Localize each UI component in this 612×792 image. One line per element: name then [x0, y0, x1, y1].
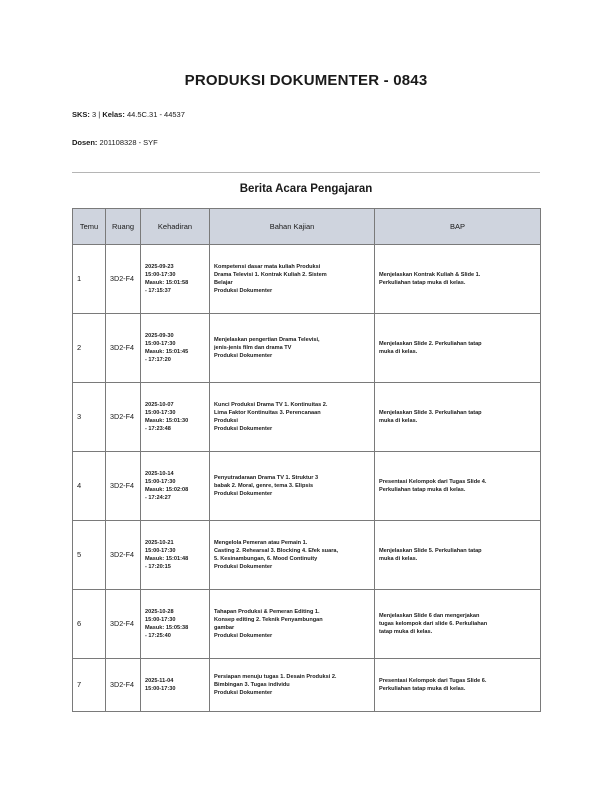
- cell-bahan-kajian-line: Bimbingan 3. Tugas individu: [214, 681, 290, 688]
- cell-bahan-kajian-line: 5. Kesinambungan, 6. Mood Continuity: [214, 556, 318, 562]
- course-meta: [72, 110, 185, 119]
- cell-kehadiran-line: 15:00-17:30: [145, 616, 176, 623]
- cell-ruang: 3D2-F4: [106, 521, 141, 590]
- cell-bahan-kajian: [210, 245, 375, 314]
- cell-bahan-kajian-line: Produksi Dokumenter: [214, 426, 273, 433]
- cell-bahan-kajian: [210, 521, 375, 590]
- cell-kehadiran-line: - 17:17:20: [145, 357, 171, 364]
- section-title: Berita Acara Pengajaran: [239, 183, 373, 195]
- cell-bahan-kajian-line: Produksi: [214, 418, 238, 424]
- cell-temu: 1: [73, 245, 106, 314]
- cell-bahan-kajian: [210, 659, 375, 712]
- cell-bap-line: Perkuliahan tatap muka di kelas.: [379, 280, 466, 286]
- table-row: [73, 383, 541, 452]
- document-title: PRODUKSI DOKUMENTER - 0843: [184, 72, 428, 89]
- table-body: [73, 245, 541, 712]
- cell-ruang: 3D2-F4: [106, 659, 141, 712]
- cell-kehadiran-line: 2025-10-07: [145, 401, 174, 408]
- cell-bahan-kajian-line: Kompetensi dasar mata kuliah Produksi: [214, 263, 321, 270]
- cell-bahan-kajian-line: Produksi Dokumenter: [214, 491, 273, 498]
- table-row: [73, 521, 541, 590]
- cell-bahan-kajian: [210, 452, 375, 521]
- cell-bahan-kajian-line: Menjelaskan pengertian Drama Televisi,: [214, 336, 320, 343]
- cell-bahan-kajian-line: Penyutradaraan Drama TV 1. Struktur 3: [214, 474, 319, 481]
- cell-ruang: 3D2-F4: [106, 245, 141, 314]
- cell-kehadiran-line: - 17:20:15: [145, 564, 171, 571]
- sks-value: 3: [92, 110, 97, 119]
- cell-bap: [375, 383, 541, 452]
- cell-bap: [375, 452, 541, 521]
- cell-bap-line: Perkuliahan tatap muka di kelas.: [379, 487, 466, 493]
- cell-bahan-kajian: [210, 590, 375, 659]
- cell-bap: [375, 590, 541, 659]
- cell-kehadiran-line: Masuk: 15:01:48: [145, 556, 189, 562]
- cell-bahan-kajian-line: Casting 2. Rehearsal 3. Blocking 4. Efek suara,: [214, 547, 339, 554]
- cell-bahan-kajian-line: Produksi Dokumenter: [214, 690, 273, 697]
- cell-kehadiran-line: 2025-10-14: [145, 470, 174, 477]
- table-row: [73, 245, 541, 314]
- cell-bap-line: muka di kelas.: [379, 556, 418, 562]
- cell-temu: 2: [73, 314, 106, 383]
- cell-kehadiran-line: - 17:24:27: [145, 495, 171, 502]
- bap-table: [72, 208, 541, 712]
- cell-bahan-kajian-line: Tahapan Produksi & Pemeran Editing 1.: [214, 608, 320, 615]
- cell-bahan-kajian-line: gambar: [214, 625, 235, 631]
- sks-label: SKS:: [72, 110, 90, 119]
- cell-kehadiran-line: 15:00-17:30: [145, 547, 176, 554]
- dosen-label: Dosen:: [72, 138, 98, 147]
- cell-kehadiran-line: 15:00-17:30: [145, 478, 176, 485]
- cell-bahan-kajian-line: Drama Televisi 1. Kontrak Kuliah 2. Sistem: [214, 271, 327, 278]
- cell-temu: 6: [73, 590, 106, 659]
- cell-kehadiran-line: 15:00-17:30: [145, 271, 176, 278]
- cell-bahan-kajian-line: Produksi Dokumenter: [214, 564, 273, 571]
- cell-bahan-kajian-line: Produksi Dokumenter: [214, 288, 273, 295]
- cell-temu: 7: [73, 659, 106, 712]
- cell-bap-line: Menjelaskan Slide 5. Perkuliahan tatap: [379, 547, 482, 554]
- cell-bahan-kajian-line: Lima Faktor Kontinuitas 3. Perencanaan: [214, 409, 321, 416]
- cell-bahan-kajian-line: Produksi Dokumenter: [214, 353, 273, 360]
- cell-kehadiran: [141, 383, 210, 452]
- cell-kehadiran: [141, 659, 210, 712]
- cell-bap-line: Menjelaskan Slide 3. Perkuliahan tatap: [379, 409, 482, 416]
- cell-kehadiran-line: 2025-09-23: [145, 263, 174, 270]
- cell-temu: 4: [73, 452, 106, 521]
- cell-bahan-kajian: [210, 314, 375, 383]
- table-row: [73, 452, 541, 521]
- cell-bahan-kajian: [210, 383, 375, 452]
- cell-bap: [375, 659, 541, 712]
- cell-bahan-kajian-line: Produksi Dokumenter: [214, 633, 273, 640]
- cell-kehadiran: [141, 521, 210, 590]
- cell-kehadiran-line: Masuk: 15:01:45: [145, 349, 189, 355]
- cell-bahan-kajian-line: babak 2. Moral, genre, tema 3. Elipsis: [214, 482, 314, 489]
- cell-bap-line: Presentasi Kelompok dari Tugas Slide 4.: [379, 478, 487, 485]
- cell-kehadiran-line: - 17:15:37: [145, 288, 171, 295]
- cell-ruang: 3D2-F4: [106, 383, 141, 452]
- cell-kehadiran-line: 2025-10-21: [145, 539, 174, 546]
- cell-ruang: 3D2-F4: [106, 590, 141, 659]
- cell-bahan-kajian-line: jenis-jenis film dan drama TV: [214, 344, 292, 351]
- cell-bahan-kajian-line: Kunci Produksi Drama TV 1. Kontinuitas 2.: [214, 401, 328, 408]
- cell-kehadiran-line: 2025-10-28: [145, 608, 174, 615]
- cell-kehadiran-line: - 17:25:40: [145, 633, 171, 640]
- header-bap: BAP: [375, 209, 541, 245]
- cell-kehadiran-line: 2025-09-30: [145, 332, 174, 339]
- table-header-row: [73, 209, 541, 245]
- cell-ruang: 3D2-F4: [106, 452, 141, 521]
- cell-bap-line: tatap muka di kelas.: [379, 629, 433, 636]
- cell-bahan-kajian-line: Persiapan menuju tugas 1. Desain Produksi 2.: [214, 673, 337, 680]
- cell-bap: [375, 245, 541, 314]
- table-row: [73, 590, 541, 659]
- header-kehadiran: Kehadiran: [141, 209, 210, 245]
- cell-bahan-kajian-line: Mengelola Pemeran atau Pemain 1.: [214, 539, 308, 546]
- cell-kehadiran-line: 15:00-17:30: [145, 409, 176, 416]
- cell-kehadiran-line: 15:00-17:30: [145, 340, 176, 347]
- cell-kehadiran-line: - 17:23:48: [145, 426, 171, 433]
- cell-temu: 5: [73, 521, 106, 590]
- cell-kehadiran-line: 2025-11-04: [145, 677, 174, 684]
- kelas-label: Kelas:: [102, 110, 125, 119]
- cell-bap-line: Perkuliahan tatap muka di kelas.: [379, 686, 466, 692]
- cell-bap: [375, 521, 541, 590]
- cell-bap-line: Presentasi Kelompok dari Tugas Slide 6.: [379, 677, 487, 684]
- kelas-value: 44.5C.31 - 44537: [126, 110, 185, 119]
- table-row: [73, 314, 541, 383]
- cell-kehadiran-line: Masuk: 15:05:38: [145, 625, 189, 631]
- meta-separator: |: [98, 110, 101, 119]
- cell-kehadiran: [141, 314, 210, 383]
- cell-kehadiran-line: Masuk: 15:02:08: [145, 487, 189, 493]
- table-row: [73, 659, 541, 712]
- dosen-value: 201108328 - SYF: [99, 138, 158, 147]
- cell-kehadiran-line: 15:00-17:30: [145, 686, 176, 692]
- header-temu: Temu: [73, 209, 106, 245]
- cell-kehadiran: [141, 452, 210, 521]
- lecturer-meta: [72, 138, 158, 147]
- cell-kehadiran: [141, 590, 210, 659]
- cell-kehadiran: [141, 245, 210, 314]
- header-ruang: Ruang: [106, 209, 141, 245]
- divider: [72, 172, 540, 173]
- cell-kehadiran-line: Masuk: 15:01:30: [145, 418, 189, 424]
- cell-bap-line: tugas kelompok dari slide 6. Perkuliahan: [379, 620, 488, 627]
- cell-bap: [375, 314, 541, 383]
- cell-bap-line: muka di kelas.: [379, 418, 418, 424]
- cell-temu: 3: [73, 383, 106, 452]
- cell-bahan-kajian-line: Konsep editing 2. Teknik Penyambungan: [214, 616, 323, 623]
- cell-bap-line: Menjelaskan Kontrak Kuliah & Slide 1.: [379, 271, 481, 278]
- cell-bap-line: Menjelaskan Slide 2. Perkuliahan tatap: [379, 340, 482, 347]
- cell-kehadiran-line: Masuk: 15:01:58: [145, 280, 189, 286]
- cell-bahan-kajian-line: Belajar: [214, 280, 233, 286]
- cell-bap-line: muka di kelas.: [379, 349, 418, 355]
- cell-bap-line: Menjelaskan Slide 6 dan mengerjakan: [379, 612, 480, 619]
- header-bahan-kajian: Bahan Kajian: [210, 209, 375, 245]
- cell-ruang: 3D2-F4: [106, 314, 141, 383]
